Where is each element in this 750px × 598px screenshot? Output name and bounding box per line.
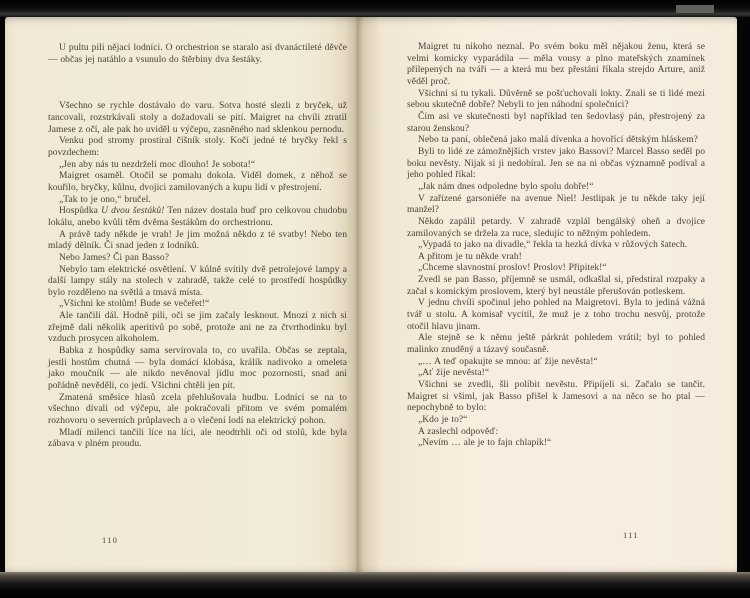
paragraph [407, 275, 705, 298]
text-run: Zvedl se pan Basso, příjemně se usmál, odkašlal si, předstíral rozpaky a začal s komickým proslovem, který byl neustále přerušován potleskem. [407, 275, 705, 297]
text-run: „Jak nám dnes odpoledne bylo spolu dobře!“ [418, 181, 594, 192]
paragraph [407, 194, 705, 217]
text-run: Čím asi ve skutečnosti byl například ten šedovlasý pán, přestrojený za starou ženskou? [407, 111, 705, 134]
text-run: Ten název dostala buď pro celkovou chudobu lokálu, anebo kvůli těm dvěma šestákům do orchestrionu. [48, 206, 347, 228]
paragraph [48, 43, 347, 66]
paragraph [48, 428, 347, 451]
text-run: Maigret osaměl. Otočil se pomalu dokola. Viděl domek, z něhož se kouřilo, bryčky, kůlnu, dvojici zamilovaných a kupu lidí v přestrojení. [48, 171, 347, 193]
paragraph [407, 380, 705, 415]
paragraph [407, 112, 705, 135]
page-number-right: 111 [623, 530, 639, 540]
text-run: Venku pod stromy prostíral číšník stoly. Kočí jedné té bryčky řekl s povzdechem: [48, 136, 347, 158]
text-run: A přitom je tu někde vrah! [418, 251, 522, 262]
paragraph [407, 357, 705, 369]
book-page-left [5, 17, 358, 573]
paragraph [407, 217, 705, 240]
text-run: Ale tančili dál. Hodně pili, oči se jim začaly lesknout. Mnozí z nich si zřejmě dali několik aperitivů po sobě, protože ani ne za čtvrthodinku byl vzduch prosycen alkoholem. [48, 311, 347, 345]
paragraph [48, 230, 347, 253]
text-run: Nebo ta paní, oblečená jako malá dívenka a hovořící dětským hláskem? [418, 135, 698, 146]
text-run: Hospůdka [59, 206, 102, 217]
paragraph [48, 136, 347, 159]
paragraph [48, 195, 347, 207]
text-run: Všichni si tu tykali. Důvěrně se pošťuchovali lokty. Znali se ti lidé mezi sebou skutečně dobře? Nebyli to jen náhodní společníci? [407, 88, 705, 111]
paragraph [407, 147, 705, 182]
text-run: Zmatená směsice hlasů zcela přehlušovala hudbu. Lodníci se na to všechno dívali od výčepu, ale pokračovali přitom ve svém pomalém rozhovoru o severních průplavech a o vlečení lodí na elektrický pohon. [48, 392, 347, 427]
paragraph [407, 89, 705, 112]
text-run: „Kdo je to?“ [418, 415, 468, 425]
text-run: „… A teď opakujte se mnou: ať žije nevěsta!“ [418, 356, 598, 367]
italic-text-run: U dvou šestáků! [101, 206, 165, 217]
paragraph [48, 311, 347, 346]
paragraph [407, 333, 705, 356]
text-run: „Všichni ke stolům! Bude se večeřet!“ [59, 299, 210, 310]
paragraph [407, 368, 705, 380]
text-run: A právě tady někde je vrah! Je jím možná někdo z té svatby! Nebo ten mladý dělník. Či snad jeden z lodníků. [48, 229, 347, 252]
cover-edge-highlight [676, 5, 714, 13]
text-run: Mladí milenci tančili líce na líci, ale neodtrhli oči od stolů, kde byla zábava v plném proudu. [48, 427, 347, 450]
paragraph [407, 240, 705, 252]
text-run: Nebo James? Či pan Basso? [59, 252, 169, 263]
text-run: U pultu pili nějací lodníci. O orchestrion se staralo asi dvanáctileté děvče — občas jej natáhlo a vsunulo do štěrbiny dva šestáky. [48, 43, 347, 65]
text-run: „Nevím … ale je to fajn chlapík!“ [418, 438, 552, 449]
text-run: Byli to lidé ze zámožnějších vrstev jako Bassovi? Marcel Basso seděl po boku nevěsty. Nijak si ji nedobíral. Jen se na ni občas významně podíval a jeho pohled říkal: [407, 146, 705, 181]
paragraph [48, 299, 347, 311]
paragraph [48, 253, 347, 265]
text-run: „Vypadá to jako na divadle,“ řekla ta hezká dívka v růžových šatech. [418, 240, 688, 251]
paragraph [407, 182, 705, 194]
book-cover-top-edge [0, 0, 750, 17]
paragraph [407, 252, 705, 264]
paragraph [48, 101, 347, 136]
paragraph [48, 393, 347, 428]
text-run: „Jen aby nás tu nezdrželi moc dlouho! Je sobota!“ [59, 159, 256, 170]
paragraph [407, 298, 705, 333]
paragraph [407, 42, 705, 89]
paragraph [407, 438, 705, 450]
paragraph [48, 346, 347, 393]
text-run: A zaslechl odpověď: [418, 426, 499, 437]
book-page-right [358, 17, 737, 573]
book-spread [5, 17, 737, 573]
text-run: Babka z hospůdky sama servírovala to, co uvařila. Občas se zeptala, jestli hostům chutná — byla domácí klobása, králík nadivoko a omeleta jako moučník — ale nikdo nevěnoval jídlu moc pozornosti, snad ani pořádně nevěděli, co jedí. Všichni chtěli jen pít. [48, 346, 347, 392]
page-number-left: 110 [102, 535, 119, 545]
text-run: Někdo zapálil petardy. V zahradě vzplál bengálský oheň a dvojice zamilovaných se držela za ruce, sledujíc to něžným pohledem. [407, 216, 705, 239]
paragraph [48, 206, 347, 229]
text-run: Všechno se rychle dostávalo do varu. Sotva hosté slezli z bryček, už tancovali, rozstrkávali stoly a dožadovali se pití. Maigret na chvíli ztratil Jamese z očí, ale pak ho uviděl u výčepu, zasněného nad sklenkou pernodu. [48, 101, 347, 135]
text-run: „Tak to je ono,“ bručel. [59, 194, 151, 205]
text-run: Maigret tu nikoho neznal. Po svém boku měl nějakou ženu, která se velmi komicky vyparádila — měla vousy a plno mateřských znamínek přilepených na tváři — a která mu bez přestání říkala strejdo Arture, aniž věděl proč. [407, 42, 705, 87]
text-run: Nebylo tam elektrické osvětlení. V kůlně svítily dvě petrolejové lampy a další lampy stály na stolech v zahradě, takže celé to prostředí hospůdky bylo rozděleno na světlá a tmavá místa. [48, 264, 347, 298]
paragraph [407, 263, 705, 275]
paragraph [407, 427, 705, 439]
right-page-text [407, 42, 705, 450]
paragraph [48, 265, 347, 300]
left-page-text [48, 43, 347, 451]
text-run: „Ať žije nevěsta!“ [418, 368, 490, 379]
text-run: V jednu chvíli spočinul jeho pohled na Maigretovi. Byla to jediná vážná tvář u stolu. A komisař vycítil, že muž je z toho trochu nesvůj, protože otočil hlavu jinam. [407, 298, 705, 332]
text-run: „Chceme slavnostní proslov! Proslov! Přípitek!“ [418, 263, 607, 274]
paragraph [48, 171, 347, 194]
text-run: Všichni se zvedli, šli políbit nevěstu. Připíjeli si. Začalo se tančit. Maigret si všiml, jak Basso přišel k Jamesovi a na něco se ho ptal — nepochybně to bylo: [407, 380, 705, 414]
paragraph [407, 135, 705, 147]
text-run: Ale stejně se k němu ještě párkrát pohledem vrátil; byl to pohled malinko znuděný a tázavý současně. [407, 333, 705, 356]
text-run: V zařízené garsoniéře na avenue Niel! Jestlipak je tu někde taky její manžel? [407, 193, 705, 216]
book-cover-bottom-edge [0, 572, 750, 598]
paragraph [407, 415, 705, 427]
paragraph [48, 160, 347, 172]
